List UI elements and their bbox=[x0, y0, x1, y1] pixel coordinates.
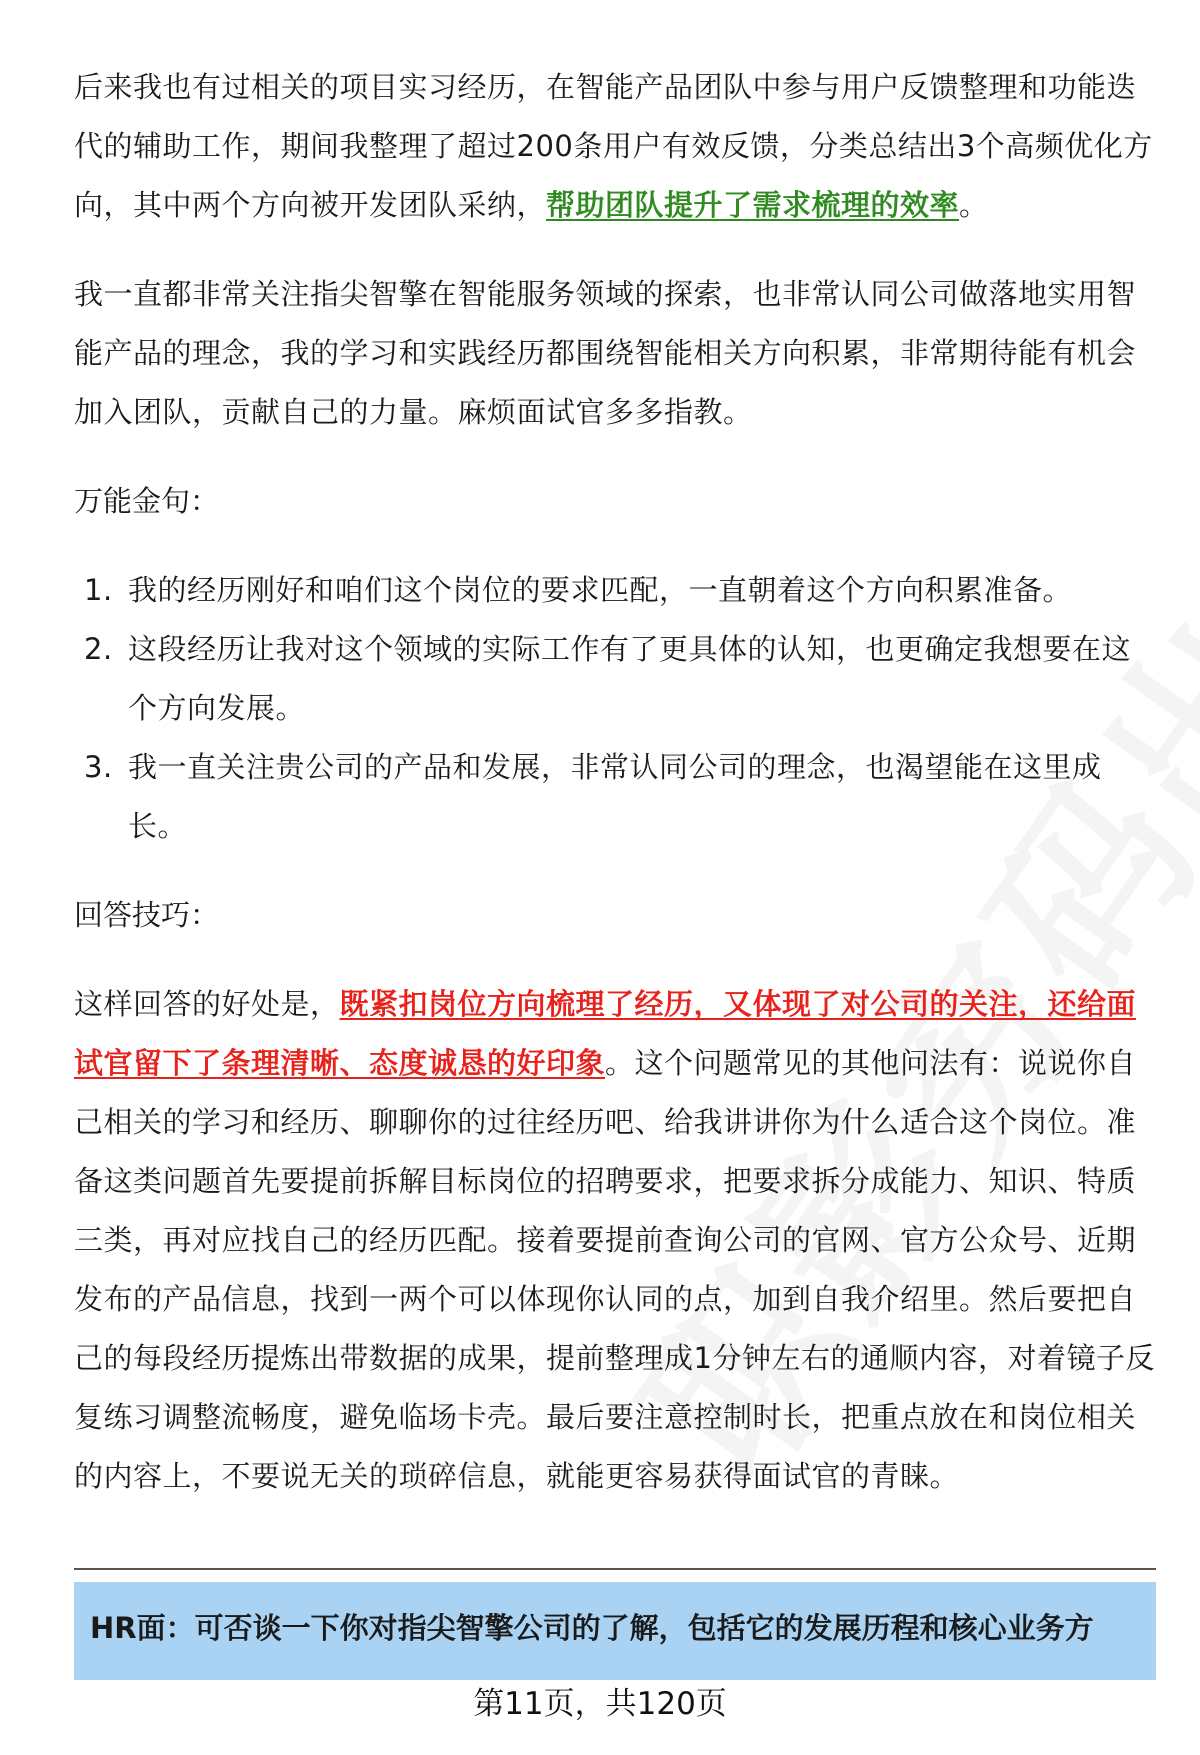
divider bbox=[74, 1568, 1156, 1570]
paragraph-text: 。 bbox=[959, 188, 989, 222]
list-number: 2. bbox=[84, 632, 113, 666]
red-highlight: 既紧扣岗位方向梳理了经历，又体现了对公司的关注，还给面试官留下了条理清晰、态度诚恳的好印象 bbox=[74, 987, 1137, 1080]
paragraph-text: 这样回答的好处是， bbox=[74, 987, 340, 1021]
hr-question-title: HR面：可否谈一下你对指尖智擎公司的了解，包括它的发展历程和核心业务方 bbox=[90, 1611, 1094, 1645]
list-number: 3. bbox=[84, 750, 113, 784]
list-item bbox=[74, 620, 1156, 738]
page-number: 第11页，共120页 bbox=[473, 1686, 727, 1722]
paragraph-answer-tips bbox=[74, 975, 1156, 1506]
green-highlight: 帮助团队提升了需求梳理的效率 bbox=[546, 188, 960, 222]
paragraph-text: 后来我也有过相关的项目实习经历，在智能产品团队中参与用户反馈整理和功能迭代的辅助工作，期间我整理了超过200条用户有效反馈，分类总结出3个高频优化方向，其中两个方向被开发团队采纳， bbox=[74, 70, 1153, 222]
golden-sentences-label: 万能金句： bbox=[74, 484, 220, 518]
hr-question-box bbox=[74, 1582, 1156, 1680]
list-item bbox=[74, 738, 1156, 856]
list-text: 我一直关注贵公司的产品和发展，非常认同公司的理念，也渴望能在这里成长。 bbox=[128, 750, 1102, 843]
paragraph-internship bbox=[74, 58, 1156, 235]
list-text: 这段经历让我对这个领域的实际工作有了更具体的认知，也更确定我想要在这个方向发展。 bbox=[128, 632, 1132, 725]
paragraph-text: 。这个问题常见的其他问法有：说说你自己相关的学习和经历、聊聊你的过往经历吧、给我讲讲你为什么适合这个岗位。准备这类问题首先要提前拆解目标岗位的招聘要求，把要求拆分成能力、知识、特质三类，再对应找自己的经历匹配。接着要提前查询公司的官网、官方公众号、近期发布的产品信息，找到一两个可以体现你认同的点，加到自我介绍里。然后要把自己的每段经历提炼出带数据的成果，提前整理成1分钟左右的通顺内容，对着镜子反复练习调整流畅度，避免临场卡壳。最后要注意控制时长，把重点放在和岗位相关的内容上，不要说无关的琐碎信息，就能更容易获得面试官的青睐。 bbox=[74, 1046, 1155, 1493]
paragraph-company-interest: 我一直都非常关注指尖智擎在智能服务领域的探索，也非常认同公司做落地实用智能产品的理念，我的学习和实践经历都围绕智能相关方向积累，非常期待能有机会加入团队，贡献自己的力量。麻烦面试官多多指教。 bbox=[74, 277, 1137, 429]
page-content bbox=[74, 58, 1156, 1536]
list-text: 我的经历刚好和咱们这个岗位的要求匹配，一直朝着这个方向积累准备。 bbox=[128, 573, 1073, 607]
list-number: 1. bbox=[84, 573, 113, 607]
golden-sentences-list bbox=[74, 561, 1156, 856]
list-item bbox=[74, 561, 1156, 620]
answer-tips-label: 回答技巧： bbox=[74, 898, 220, 932]
